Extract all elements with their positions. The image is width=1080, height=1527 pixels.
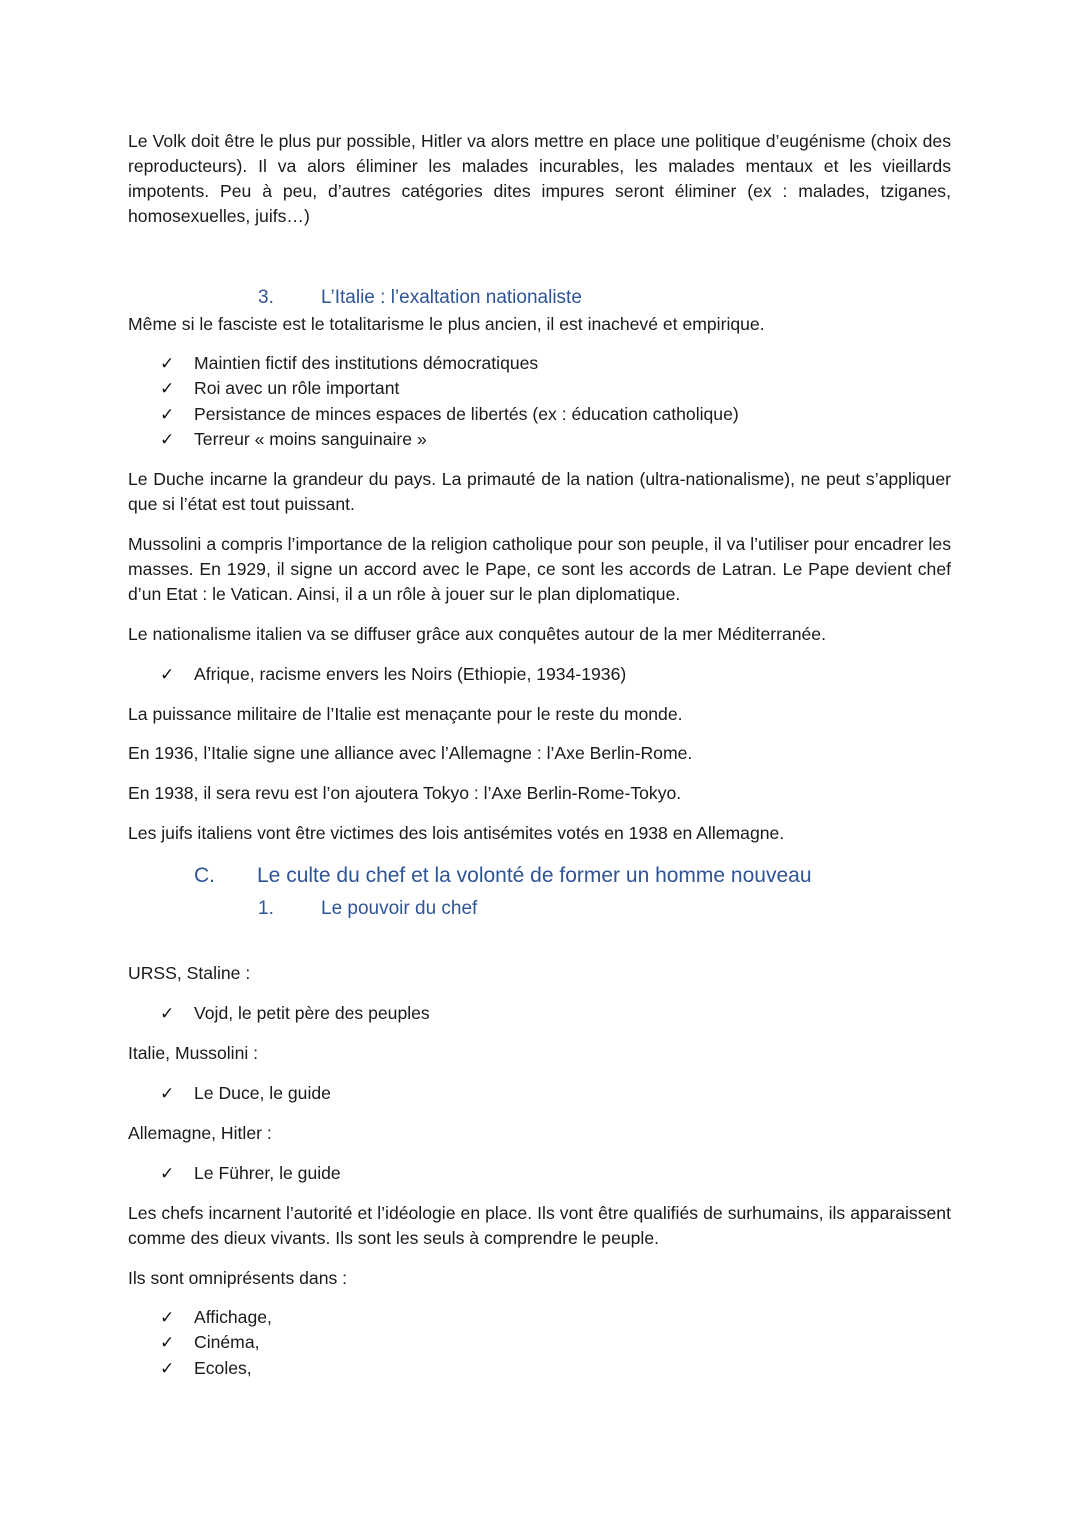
check-icon: ✓ xyxy=(160,1164,175,1183)
list-item: ✓ Vojd, le petit père des peuples xyxy=(160,1001,430,1026)
heading-text: Le culte du chef et la volonté de former un homme nouveau xyxy=(257,864,812,887)
paragraph-fascisme: Même si le fasciste est le totalitarisme le plus ancien, il est inachevé et empirique. xyxy=(128,314,765,334)
list-item: ✓ Le Führer, le guide xyxy=(160,1161,341,1186)
heading-number: 3. xyxy=(258,287,274,308)
list-item: ✓ Afrique, racisme envers les Noirs (Ethiopie, 1934-1936) xyxy=(160,662,626,687)
check-icon: ✓ xyxy=(160,1358,175,1378)
heading-text: Le pouvoir du chef xyxy=(321,898,478,919)
list-item: ✓ Maintien fictif des institutions démocratiques xyxy=(160,351,739,376)
paragraph-nationalisme: Le nationalisme italien va se diffuser grâce aux conquêtes autour de la mer Méditerranée. xyxy=(128,624,826,644)
heading-number: C. xyxy=(194,864,215,887)
paragraph-italie: Italie, Mussolini : xyxy=(128,1043,259,1063)
paragraph-puissance: La puissance militaire de l’Italie est menaçante pour le reste du monde. xyxy=(128,704,683,724)
paragraph-omnipresents: Ils sont omniprésents dans : xyxy=(128,1268,348,1288)
check-icon: ✓ xyxy=(160,1333,175,1353)
paragraph-mussolini: Mussolini a compris l’importance de la religion catholique pour son peuple, il va l’utiliser pour encadrer les masses. En 1929, il signe un accord avec le Pape, ce sont les accords de Latran. Le Pape devient chef d’un Etat : le Vatican. Ainsi, il a un rôle à jouer sur le plan diplomatique. xyxy=(128,534,951,604)
checklist-hitler xyxy=(160,1161,341,1186)
check-icon: ✓ xyxy=(160,429,175,449)
list-item: ✓ Persistance de minces espaces de libertés (ex : éducation catholique) xyxy=(160,402,739,427)
paragraph-juifs: Les juifs italiens vont être victimes des lois antisémites votés en 1938 en Allemagne. xyxy=(128,823,785,843)
list-item: ✓ Ecoles, xyxy=(160,1356,272,1381)
check-icon: ✓ xyxy=(160,354,175,373)
checklist-omnipresents xyxy=(160,1305,272,1381)
checklist-mussolini xyxy=(160,1081,331,1106)
paragraph-axe-1936: En 1936, l’Italie signe une alliance avec l’Allemagne : l’Axe Berlin-Rome. xyxy=(128,743,693,763)
check-icon: ✓ xyxy=(160,1308,175,1327)
checklist-afrique xyxy=(160,662,626,687)
check-icon: ✓ xyxy=(160,1084,175,1103)
list-item: ✓ Cinéma, xyxy=(160,1330,272,1355)
list-item: ✓ Le Duce, le guide xyxy=(160,1081,331,1106)
heading-text: L’Italie : l’exaltation nationaliste xyxy=(321,287,582,308)
list-item: ✓ Terreur « moins sanguinaire » xyxy=(160,427,739,452)
check-icon: ✓ xyxy=(160,665,175,684)
list-item: ✓ Affichage, xyxy=(160,1305,272,1330)
paragraph-urss: URSS, Staline : xyxy=(128,963,251,983)
paragraph-chefs: Les chefs incarnent l’autorité et l’idéologie en place. Ils vont être qualifiés de surhumains, ils apparaissent comme des dieux vivants. Ils sont les seuls à comprendre le peuple. xyxy=(128,1203,951,1248)
heading-number: 1. xyxy=(258,898,274,919)
paragraph-axe-1938: En 1938, il sera revu est l’on ajoutera Tokyo : l’Axe Berlin-Rome-Tokyo. xyxy=(128,783,682,803)
list-item: ✓ Roi avec un rôle important xyxy=(160,376,739,401)
checklist-staline xyxy=(160,1001,430,1026)
checklist-fascisme xyxy=(160,351,739,452)
paragraph-allemagne: Allemagne, Hitler : xyxy=(128,1123,272,1143)
paragraph-volk: Le Volk doit être le plus pur possible, Hitler va alors mettre en place une politique d’eugénisme (choix des reproducteurs). Il va alors éliminer les malades incurables, les malades mentaux et les vieillards impotents. Peu à peu, d’autres catégories dites impures seront éliminer (ex : malades, tziganes, homosexuelles, juifs…) xyxy=(128,131,951,226)
paragraph-duche: Le Duche incarne la grandeur du pays. La primauté de la nation (ultra-nationalisme), ne peut s’appliquer que si l’état est tout puissant. xyxy=(128,469,951,514)
check-icon: ✓ xyxy=(160,379,175,399)
check-icon: ✓ xyxy=(160,404,175,424)
check-icon: ✓ xyxy=(160,1004,175,1023)
